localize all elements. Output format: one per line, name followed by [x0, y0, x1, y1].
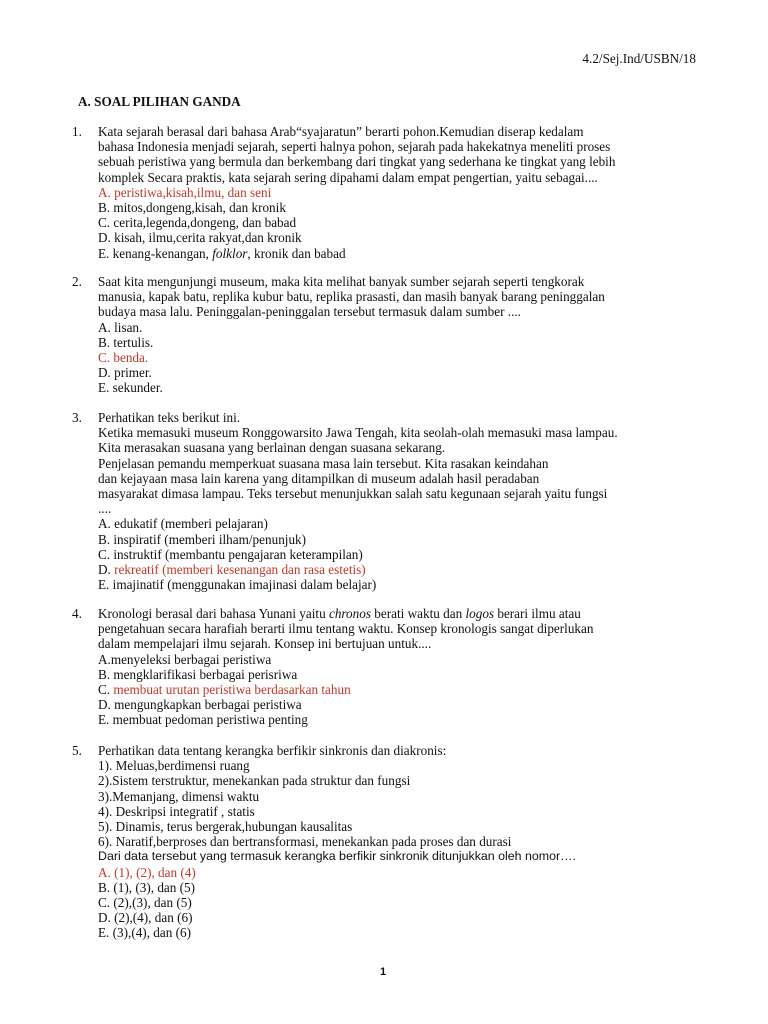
document-code: 4.2/Sej.Ind/USBN/18 — [582, 51, 696, 66]
data-item: 3).Memanjang, dimensi waktu — [98, 788, 260, 804]
question-number: 5. — [72, 743, 82, 758]
data-item: 2).Sistem terstruktur, menekankan pada struktur dan fungsi — [98, 773, 411, 789]
option-b: B. (1), (3), dan (5) — [98, 879, 196, 895]
option-d: D. kisah, ilmu,cerita rakyat,dan kronik — [98, 230, 302, 246]
question-text-line: masyarakat dimasa lampau. Teks tersebut menunjukkan salah satu kegunaan sejarah yaitu fungsi — [98, 486, 608, 502]
option-b: B. mengklarifikasi berbagai perisriwa — [98, 666, 298, 682]
option-d: D. (2),(4), dan (6) — [98, 910, 193, 926]
page-number: 1 — [380, 966, 387, 978]
question-stem-line: Kata sejarah berasal dari bahasa Arab“syajaratun” berarti pohon.Kemudian diserap kedalam — [98, 124, 584, 139]
question-number: 3. — [72, 410, 82, 425]
question-text-line: .... — [98, 501, 112, 517]
question-stem-line: komplek Secara praktis, kata sejarah sering dipahami dalam empat pengertian, yaitu sebagai.... — [98, 169, 598, 185]
question-5 — [72, 743, 698, 941]
question-prompt: Dari data tersebut yang termasuk kerangka berfikir sinkronik ditunjukkan oleh nomor…. — [98, 849, 576, 864]
option-e: E. (3),(4), dan (6) — [98, 925, 192, 941]
option-d: D. mengungkapkan berbagai peristiwa — [98, 697, 302, 713]
question-3 — [72, 410, 698, 592]
option-a: A.menyeleksi berbagai peristiwa — [98, 651, 272, 667]
question-number: 1. — [72, 124, 82, 139]
question-2 — [72, 274, 698, 396]
data-item: 5). Dinamis, terus bergerak,hubungan kausalitas — [98, 819, 353, 835]
question-1 — [72, 124, 698, 261]
question-stem-line: pengetahuan secara harafiah berarti ilmu tentang waktu. Konsep kronologis sangat diperlukan — [98, 621, 594, 637]
question-intro: Perhatikan data tentang kerangka berfikir sinkronis dan diakronis: — [98, 743, 447, 758]
question-stem-line: Saat kita mengunjungi museum, maka kita melihat banyak sumber sejarah seperti tengkorak — [98, 274, 585, 289]
question-stem-line: budaya masa lalu. Peninggalan-peninggalan tersebut termasuk dalam sumber .... — [98, 304, 521, 320]
option-e: E. membuat pedoman peristiwa penting — [98, 712, 308, 728]
question-number: 2. — [72, 274, 82, 289]
question-stem-line: Kronologi berasal dari bahasa Yunani yaitu chronos berati waktu dan logos berari ilmu atau — [98, 606, 581, 621]
data-item: 6). Naratif,berproses dan bertransformasi, menekankan pada proses dan durasi — [98, 834, 512, 850]
option-a-correct: A. (1), (2), dan (4) — [98, 864, 196, 880]
question-4 — [72, 606, 698, 728]
question-stem-line: sebuah peristiwa yang bermula dan berkembang dari tingkat yang sederhana ke tingkat yang lebih — [98, 154, 616, 170]
question-number: 4. — [72, 606, 82, 621]
option-d: D. primer. — [98, 365, 152, 381]
question-intro: Perhatikan teks berikut ini. — [98, 410, 241, 425]
question-text-line: Ketika memasuki museum Ronggowarsito Jawa Tengah, kita seolah-olah memasuki masa lampau. — [98, 425, 618, 441]
section-title: A. SOAL PILIHAN GANDA — [78, 94, 241, 109]
option-e: E. imajinatif (menggunakan imajinasi dalam belajar) — [98, 577, 377, 593]
data-item: 4). Deskripsi integratif , statis — [98, 803, 255, 819]
data-item: 1). Meluas,berdimensi ruang — [98, 758, 250, 774]
option-c: C. cerita,legenda,dongeng, dan babad — [98, 215, 297, 231]
question-text-line: Penjelasan pemandu memperkuat suasana masa lain tersebut. Kita rasakan keindahan — [98, 455, 549, 471]
option-e: E. sekunder. — [98, 380, 163, 396]
option-a: A. lisan. — [98, 319, 143, 335]
question-stem-line: dalam mempelajari ilmu sejarah. Konsep ini bertujuan untuk.... — [98, 636, 432, 652]
option-d-correct: D. rekreatif (memberi kesenangan dan rasa estetis) — [98, 562, 366, 578]
option-c: C. instruktif (membantu pengajaran keterampilan) — [98, 546, 363, 562]
option-e: E. kenang-kenangan, folklor, kronik dan babad — [98, 245, 346, 261]
option-a: A. edukatif (memberi pelajaran) — [98, 516, 268, 532]
question-stem-line: manusia, kapak batu, replika kubur batu, replika prasasti, dan masih banyak barang peninggalan — [98, 289, 605, 305]
question-stem-line: bahasa Indonesia menjadi sejarah, seperti halnya pohon, sejarah pada hakekatnya meneliti proses — [98, 139, 611, 155]
option-c: C. (2),(3), dan (5) — [98, 895, 192, 911]
question-text-line: dan kejayaan masa lain karena yang ditampilkan di museum adalah hasil peradaban — [98, 470, 540, 486]
option-a-correct: A. peristiwa,kisah,ilmu, dan seni — [98, 184, 272, 200]
option-c-correct: C. membuat urutan peristiwa berdasarkan tahun — [98, 682, 351, 698]
option-b: B. tertulis. — [98, 334, 154, 350]
option-c-correct: C. benda. — [98, 350, 149, 366]
question-text-line: Kita merasakan suasana yang berlainan dengan suasana sekarang. — [98, 440, 446, 456]
option-b: B. mitos,dongeng,kisah, dan kronik — [98, 200, 286, 216]
option-b: B. inspiratif (memberi ilham/penunjuk) — [98, 531, 307, 547]
